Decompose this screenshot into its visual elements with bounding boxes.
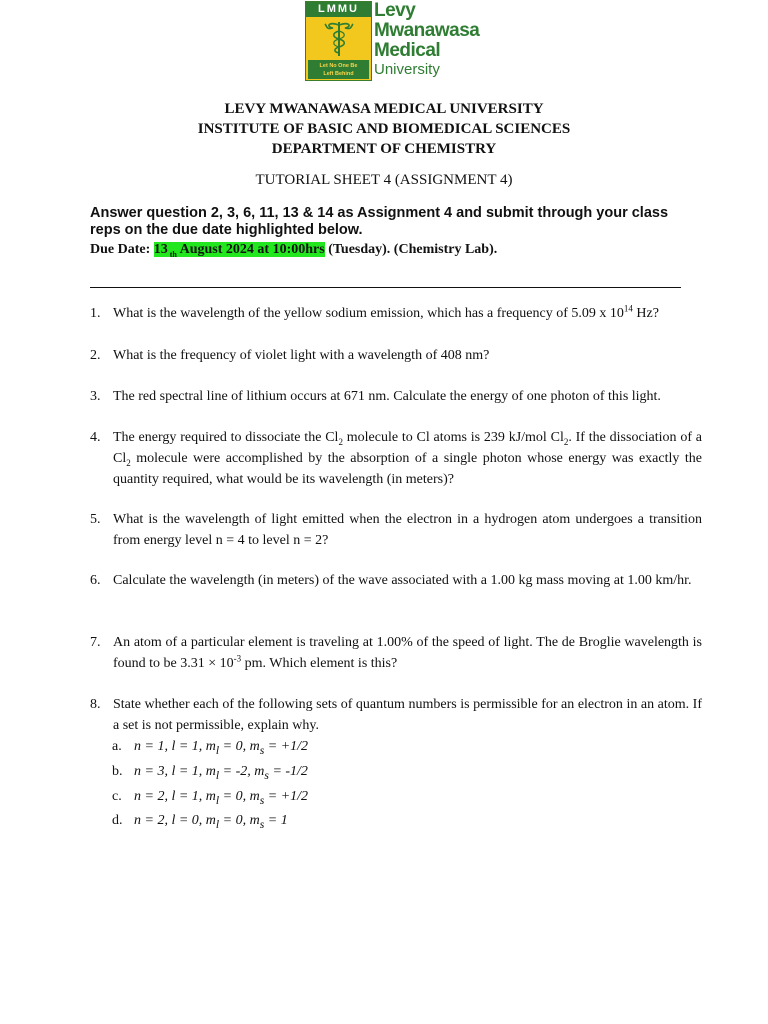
option-letter: a.: [112, 739, 122, 754]
option-expression: [134, 763, 308, 782]
option-text: n = 3, l = 1, m: [134, 763, 216, 779]
question-3: [90, 386, 702, 407]
question-text: What is the frequency of violet light with a wavelength of 408 nm?: [113, 348, 490, 363]
option-text: = -1/2: [268, 763, 308, 779]
option-letter: d.: [112, 813, 123, 829]
university-name: LEVY MWANAWASA MEDICAL UNIVERSITY: [224, 101, 544, 117]
due-date-highlight: [154, 242, 325, 257]
question-text: Calculate the wavelength (in meters) of the wave associated with a 1.00 kg mass moving at 1.00 km/hr.: [113, 573, 692, 588]
option-d: [112, 810, 308, 835]
question-text-part: . If the dissociation of a Cl: [113, 430, 702, 466]
option-text: = 0, m: [219, 788, 260, 804]
question-2: [90, 345, 702, 366]
option-a: [112, 736, 308, 761]
logo-name-line4: University: [374, 61, 440, 78]
question-number: 7.: [90, 635, 101, 650]
option-expression: [134, 788, 309, 807]
question-number: 1.: [90, 306, 101, 321]
horizontal-rule: [90, 287, 681, 288]
logo-motto-line1: Let No One Be: [319, 63, 358, 69]
question-number: 4.: [90, 430, 101, 445]
subscript: s: [259, 793, 265, 807]
subscript: 2: [126, 457, 131, 468]
due-date-rest: August 2024 at 10:00hrs: [176, 242, 325, 257]
subscript: l: [215, 818, 220, 832]
option-text: n = 2, l = 0, m: [134, 813, 216, 829]
subscript: 2: [563, 436, 569, 447]
option-text: = 1: [264, 813, 288, 829]
subscript: l: [215, 743, 220, 757]
question-5: [90, 509, 702, 551]
logo-badge: [305, 1, 372, 81]
sheet-title: TUTORIAL SHEET 4 (ASSIGNMENT 4): [255, 172, 513, 188]
question-number: 2.: [90, 348, 101, 363]
question-text-part: Hz?: [632, 306, 659, 321]
quantum-number-options: [112, 736, 308, 835]
exponent: 14: [623, 303, 633, 314]
question-6: [90, 570, 702, 591]
question-text-part: molecule were accomplished by the absorption of a single photon whose energy was exactly the quantity required, what would be its wavelength (in meters)?: [113, 451, 702, 487]
question-text: [113, 632, 702, 674]
institute-name: INSTITUTE OF BASIC AND BIOMEDICAL SCIENCES: [197, 121, 571, 137]
subscript: s: [259, 743, 265, 757]
due-date-after: (Tuesday). (Chemistry Lab).: [324, 242, 498, 257]
question-text-part: What is the wavelength of the yellow sodium emission, which has a frequency of 5.09 x 10: [113, 306, 624, 321]
option-text: = 0, m: [219, 813, 260, 829]
question-text-part: molecule to Cl atoms is 239 kJ/mol Cl: [342, 430, 564, 445]
option-c: [112, 786, 308, 811]
question-number: 8.: [90, 697, 101, 712]
question-text: State whether each of the following sets of quantum numbers is permissible for an electron in an atom. If a set is not permissible, explain why.: [113, 697, 702, 733]
question-text-part: The energy required to dissociate the Cl: [113, 430, 339, 445]
university-logo: [305, 0, 480, 81]
question-number: 5.: [90, 512, 101, 527]
logo-motto-line2: Left Behind: [323, 71, 354, 77]
logo-motto: [308, 60, 369, 79]
question-text: [113, 303, 702, 324]
due-day: 13: [153, 242, 168, 257]
option-letter: b.: [112, 763, 123, 779]
option-text: = 0, m: [219, 739, 260, 754]
question-text-part: An atom of a particular element is traveling at 1.00% of the speed of light. The de Broglie wavelength is found to be 3.31 × 10: [113, 635, 702, 671]
question-number: 6.: [90, 573, 101, 588]
option-text: = +1/2: [264, 788, 309, 804]
logo-badge-text: LMMU: [306, 2, 371, 17]
due-date-label: Due Date:: [90, 242, 154, 257]
caduceus-icon: [324, 19, 354, 57]
option-expression: [134, 813, 288, 832]
question-number: 3.: [90, 389, 101, 404]
subscript: 2: [338, 436, 343, 447]
option-letter: c.: [112, 788, 122, 804]
question-8: [90, 694, 702, 736]
logo-wordmark: [374, 1, 479, 78]
logo-name-line3: Medical: [374, 40, 441, 61]
logo-name-line1: Levy: [374, 0, 416, 21]
question-4: [90, 427, 702, 490]
question-text: What is the wavelength of light emitted when the electron in a hydrogen atom undergoes a transition from energy level n = 4 to level n = 2?: [113, 512, 702, 548]
option-text: n = 2, l = 1, m: [134, 788, 216, 804]
question-1: [90, 303, 702, 324]
option-text: = -2, m: [219, 763, 265, 779]
option-b: [112, 761, 308, 786]
question-7: [90, 632, 702, 674]
department-name: DEPARTMENT OF CHEMISTRY: [271, 141, 497, 157]
due-date: [90, 242, 497, 259]
option-text: = +1/2: [264, 739, 309, 754]
subscript: s: [259, 818, 265, 832]
logo-name-line2: Mwanawasa: [374, 20, 480, 41]
due-day-suffix: th: [167, 249, 177, 259]
subscript: s: [264, 768, 269, 782]
question-text-part: pm. Which element is this?: [241, 656, 398, 671]
subscript: l: [215, 768, 220, 782]
subscript: l: [215, 793, 220, 807]
option-expression: [134, 739, 309, 757]
question-text: The red spectral line of lithium occurs at 671 nm. Calculate the energy of one photon of this light.: [113, 389, 661, 404]
assignment-instruction: Answer question 2, 3, 6, 11, 13 & 14 as Assignment 4 and submit through your class reps on the due date highlighted below.: [90, 205, 669, 238]
option-text: n = 1, l = 1, m: [134, 739, 216, 754]
exponent: -3: [233, 653, 242, 664]
question-text: [113, 427, 702, 490]
